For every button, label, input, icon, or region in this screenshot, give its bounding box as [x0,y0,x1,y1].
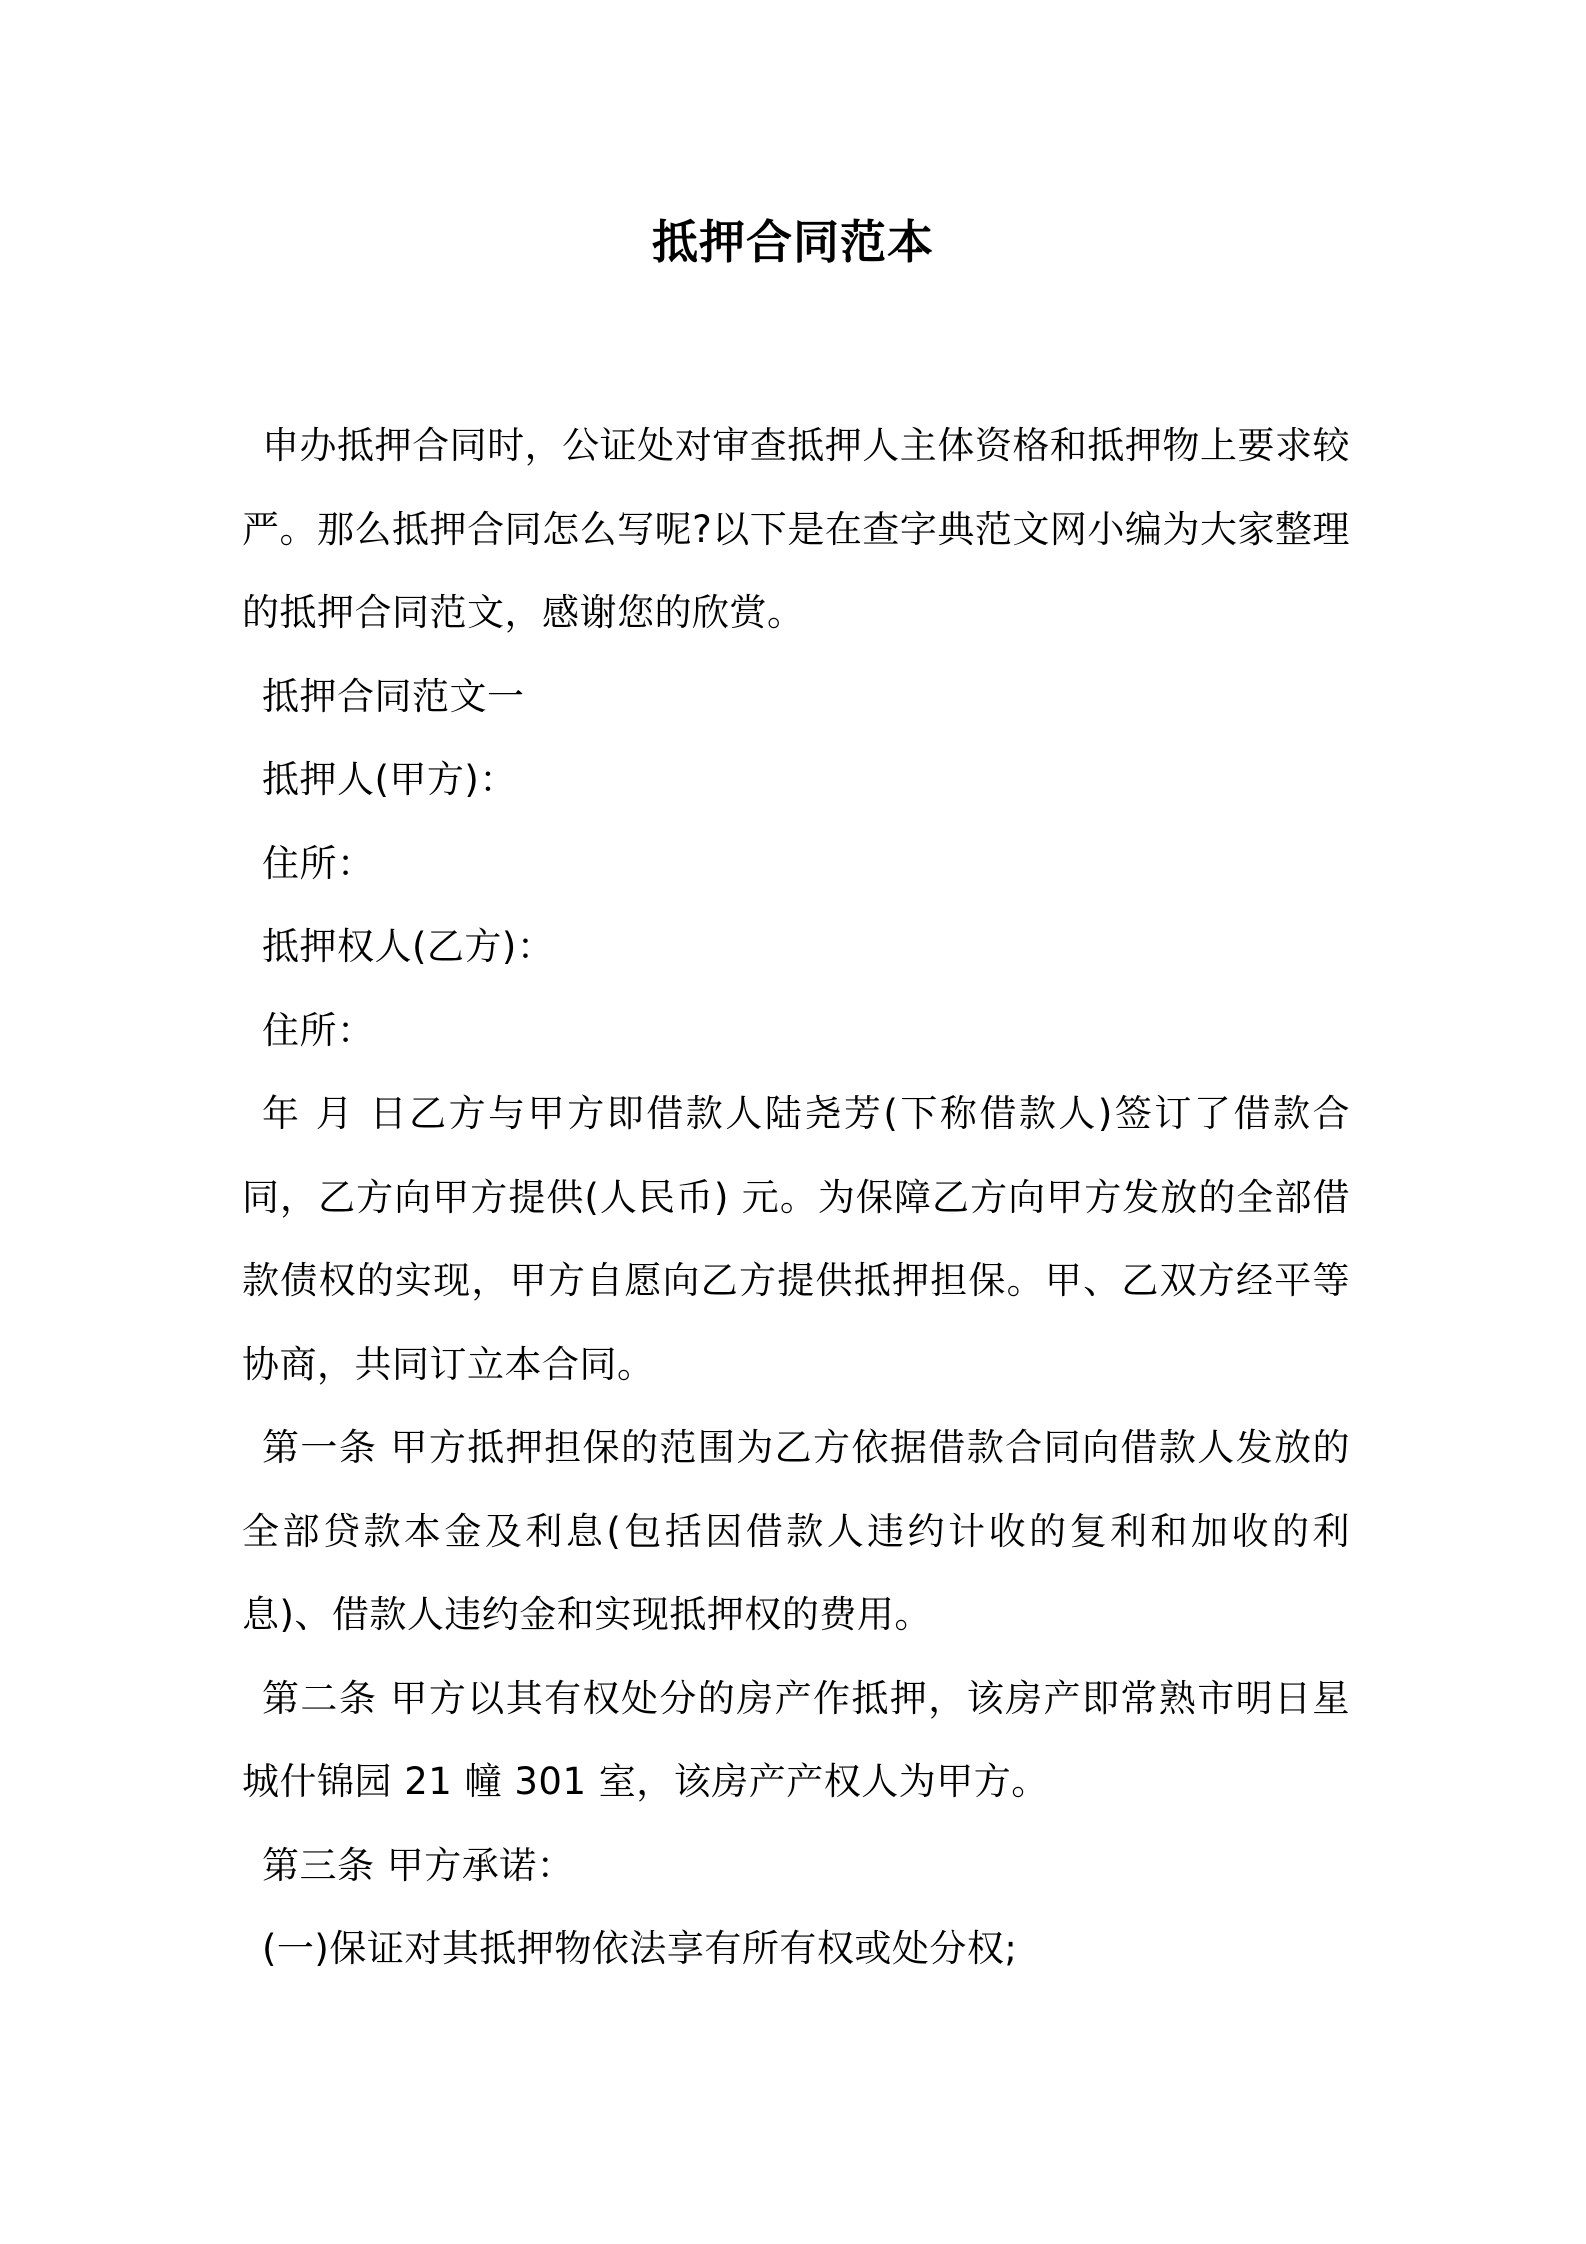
document-title: 抵押合同范本 [652,215,934,269]
paragraph-mortgagor-address: 住所： [262,841,375,885]
paragraph-article-2: 第二条 甲方以其有权处分的房产作抵押，该房产即常熟市明日星城什锦园 21 幢 301 室，该房产产权人为甲方。 [242,1676,1350,1803]
paragraph-mortgagee-address: 住所： [262,1008,375,1052]
paragraph-mortgagor: 抵押人(甲方)： [262,758,517,801]
paragraph-sample-heading: 抵押合同范文一 [262,674,525,718]
paragraph-preamble: 年 月 日乙方与甲方即借款人陆尧芳(下称借款人)签订了借款合同，乙方向甲方提供(人民币) 元。为保障乙方向甲方发放的全部借款债权的实现，甲方自愿向乙方提供抵押担保。甲、乙双方经平等协商，共同订立本合同。 [242,1092,1350,1386]
paragraph-intro: 申办抵押合同时，公证处对审查抵押人主体资格和抵押物上要求较严。那么抵押合同怎么写呢?以下是在查字典范文网小编为大家整理的抵押合同范文，感谢您的欣赏。 [242,424,1350,634]
document-body [242,404,1350,1991]
paragraph-article-3: 第三条 甲方承诺： [262,1843,575,1887]
paragraph-mortgagee: 抵押权人(乙方)： [262,925,555,968]
paragraph-article-1: 第一条 甲方抵押担保的范围为乙方依据借款合同向借款人发放的全部贷款本金及利息(包括因借款人违约计收的复利和加收的利息)、借款人违约金和实现抵押权的费用。 [242,1426,1350,1636]
paragraph-article-3-item-1: (一)保证对其抵押物依法享有所有权或处分权; [262,1927,1018,1970]
